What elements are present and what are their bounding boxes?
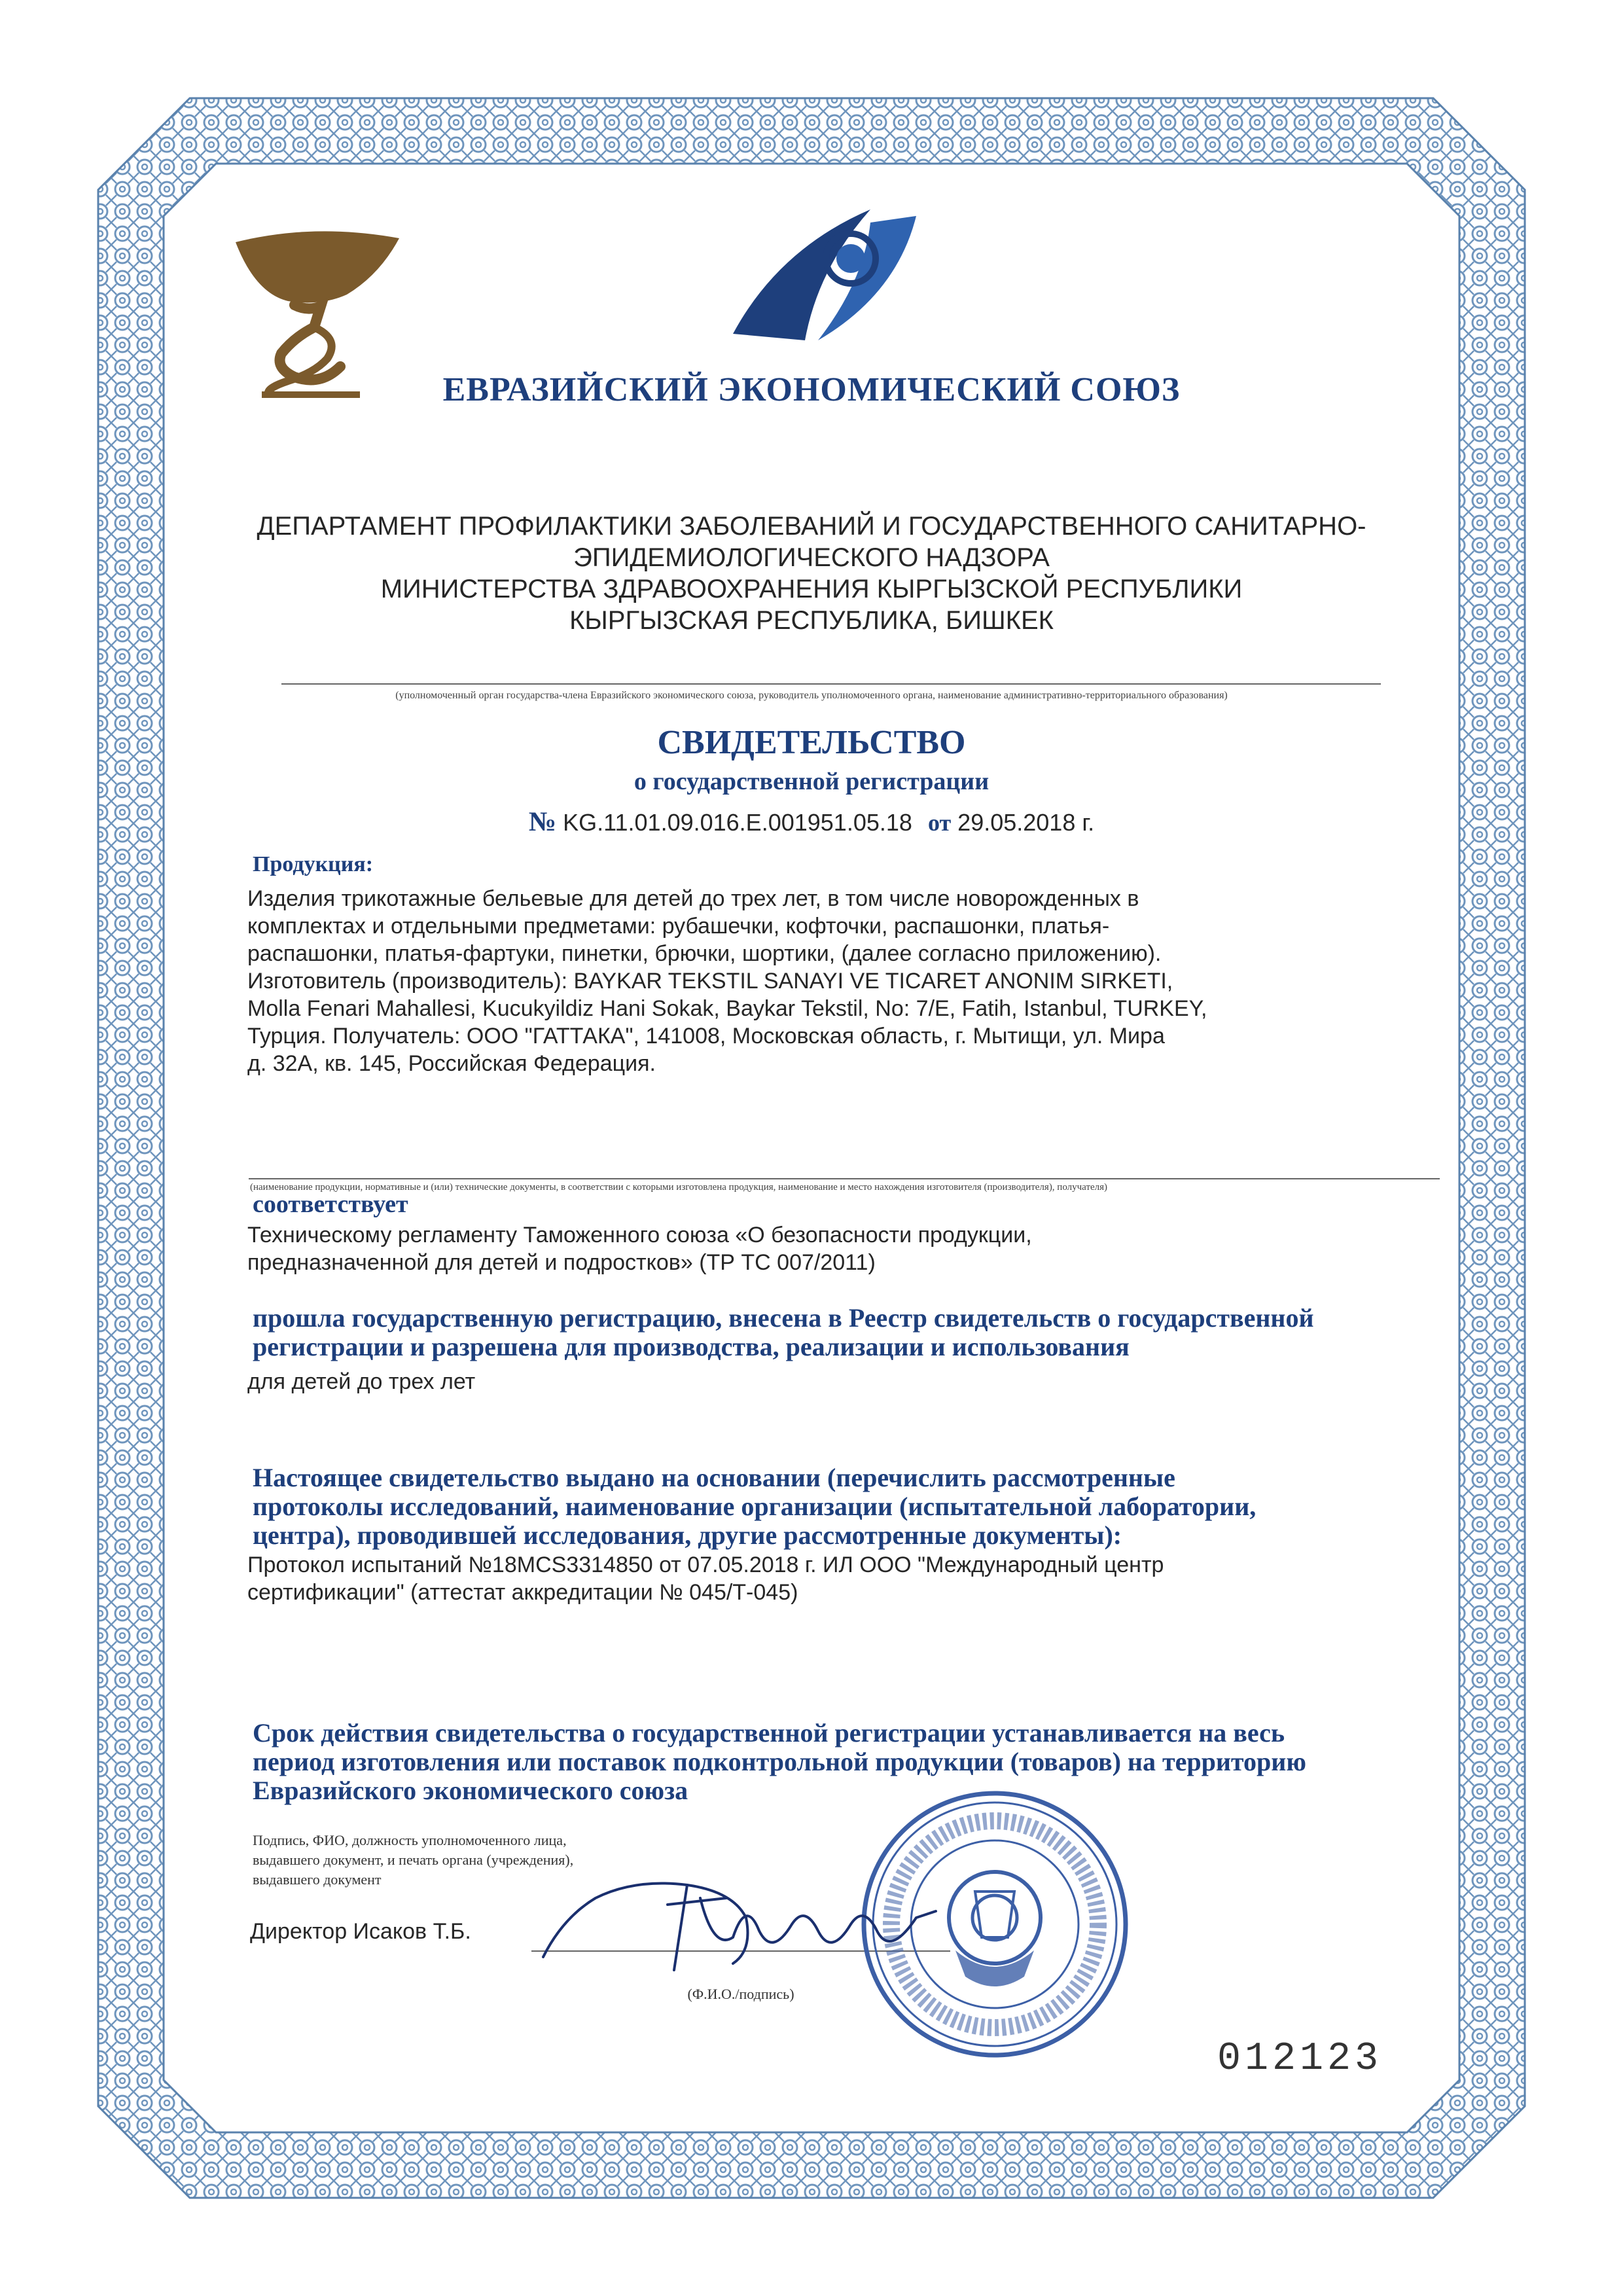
eaeu-emblem [720, 196, 929, 347]
certificate-title: СВИДЕТЕЛЬСТВО [657, 724, 966, 761]
product-line: Изделия трикотажные бельевые для детей до трех лет, в том числе новорожденных в [247, 886, 1139, 911]
product-line: Турция. Получатель: ООО "ГАТТАКА", 141008, Московская область, г. Мытищи, ул. Мира [247, 1024, 1165, 1049]
conformity-label: соответствует [253, 1191, 408, 1218]
signature-under-label: (Ф.И.О./подпись) [687, 1986, 794, 2002]
basis-text-line: сертификации" (аттестат аккредитации № 045/Т-045) [247, 1580, 798, 1605]
basis-text [247, 1551, 1438, 1606]
certificate-subtitle: о государственной регистрации [633, 768, 990, 795]
department-line: ЭПИДЕМИОЛОГИЧЕСКОГО НАДЗОРА [573, 543, 1050, 572]
product-label: Продукция: [253, 852, 374, 876]
product-line: д. 32А, кв. 145, Российская Федерация. [247, 1051, 656, 1076]
product-caption: (наименование продукции, нормативные и (или) технические документы, в соответствии с которыми изготовлена продукция, наименование и место нахождения изготовителя (производителя), получателя) [250, 1182, 1108, 1193]
certificate-number: KG.11.01.09.016.E.001951.05.18 [563, 809, 912, 836]
registration-statement [253, 1304, 1314, 1361]
signer-name: Директор Исаков Т.Б. [250, 1919, 471, 1944]
signature-caption-line: выдавшего документ, и печать органа (учреждения), [253, 1852, 574, 1868]
signature-caption-line: Подпись, ФИО, должность уполномоченного лица, [253, 1832, 567, 1848]
department-line: КЫРГЫЗСКАЯ РЕСПУБЛИКА, БИШКЕК [569, 606, 1054, 635]
basis-line: протоколы исследований, наименование организации (испытательной лаборатории, [253, 1492, 1257, 1521]
department-line: МИНИСТЕРСТВА ЗДРАВООХРАНЕНИЯ КЫРГЫЗСКОЙ РЕСПУБЛИКИ [380, 575, 1243, 603]
department-line: ДЕПАРТАМЕНТ ПРОФИЛАКТИКИ ЗАБОЛЕВАНИЙ И ГОСУДАРСТВЕННОГО САНИТАРНО- [257, 512, 1366, 541]
signature-caption-line: выдавшего документ [253, 1871, 382, 1888]
validity-line: Евразийского экономического союза [253, 1776, 688, 1805]
conformity-text [247, 1221, 1438, 1276]
basis-text-line: Протокол испытаний №18MCS3314850 от 07.05.2018 г. ИЛ ООО "Международный центр [247, 1552, 1164, 1577]
product-rule [249, 1178, 1440, 1179]
conformity-line: Техническому регламенту Таможенного союза «О безопасности продукции, [247, 1223, 1032, 1247]
serial-number: 012123 [1217, 2037, 1383, 2081]
basis-heading [253, 1463, 1256, 1550]
product-line: комплектах и отдельными предметами: рубашечки, кофточки, распашонки, платья- [247, 914, 1110, 939]
department-rule [281, 683, 1381, 685]
number-label: № [528, 807, 557, 837]
conformity-line: предназначенной для детей и подростков» (ТР ТС 007/2011) [247, 1250, 876, 1275]
registration-line: прошла государственную регистрацию, внесена в Реестр свидетельств о государственной [253, 1303, 1314, 1333]
handwritten-signature [537, 1859, 942, 1977]
validity-line: период изготовления или поставок подконтрольной продукции (товаров) на территорию [253, 1747, 1306, 1776]
department-caption: (уполномоченный орган государства-члена Евразийского экономического союза, руководитель уполномоченного органа, наименование административно-территориального образования) [395, 690, 1228, 701]
product-description [247, 885, 1438, 1077]
department-name [196, 511, 1427, 636]
basis-line: Настоящее свидетельство выдано на основании (перечислить рассмотренные [253, 1463, 1175, 1492]
registration-line: регистрации и разрешена для производства, реализации и использования [253, 1332, 1130, 1361]
validity-statement [253, 1719, 1306, 1805]
product-line: Изготовитель (производитель): BAYKAR TEKSTIL SANAYI VE TICARET ANONIM SIRKETI, [247, 969, 1173, 994]
union-title: ЕВРАЗИЙСКИЙ ЭКОНОМИЧЕСКИЙ СОЮЗ [442, 371, 1181, 408]
signature-caption [253, 1831, 573, 1890]
certificate-date: 29.05.2018 г. [957, 809, 1095, 836]
basis-line: центра), проводившей исследования, другие рассмотренные документы): [253, 1520, 1122, 1550]
validity-line: Срок действия свидетельства о государственной регистрации устанавливается на весь [253, 1718, 1285, 1748]
product-line: распашонки, платья-фартуки, пинетки, брючки, шортики, (далее согласно приложению). [247, 941, 1162, 966]
date-label: от [927, 810, 952, 836]
product-line: Molla Fenari Mahallesi, Kucukyildiz Hani Sokak, Baykar Tekstil, No: 7/E, Fatih, Istanbul, TURKEY, [247, 996, 1207, 1021]
certificate-number-line [0, 806, 1623, 838]
registration-usage: для детей до трех лет [247, 1369, 476, 1394]
